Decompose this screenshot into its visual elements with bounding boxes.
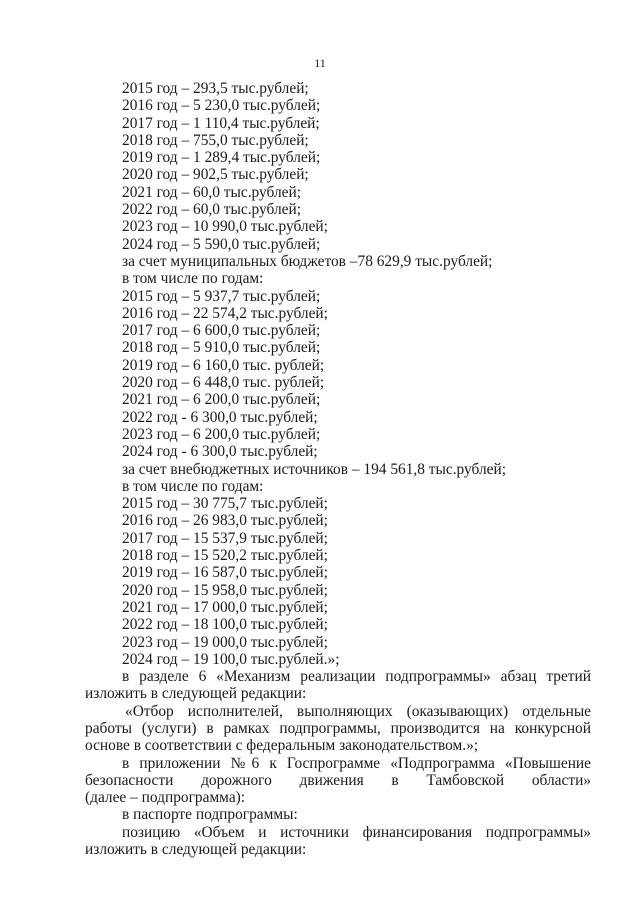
funding-line: 2015 год – 30 775,7 тыс.рублей;: [122, 495, 328, 513]
funding-line: 2020 год – 15 958,0 тыс.рублей;: [122, 581, 328, 599]
funding-line: 2020 год – 902,5 тыс.рублей;: [122, 166, 309, 184]
funding-line: в том числе по годам:: [122, 270, 264, 288]
funding-line: 2022 год - 6 300,0 тыс.рублей;: [122, 408, 318, 426]
document-body: [85, 80, 591, 858]
funding-line: в том числе по годам:: [122, 477, 264, 495]
funding-line: 2018 год – 5 910,0 тыс.рублей;: [122, 339, 321, 357]
funding-line: 2019 год – 16 587,0 тыс.рублей;: [122, 564, 328, 582]
funding-lines: [85, 80, 591, 668]
section6-paragraph-line2: изложить в следующей редакции:: [85, 685, 307, 703]
position-paragraph-line2: изложить в следующей редакции:: [85, 841, 307, 859]
funding-line: 2016 год – 5 230,0 тыс.рублей;: [122, 97, 321, 115]
appendix-paragraph-line2: безопасности дорожного движения в Тамбовской области»: [85, 771, 591, 789]
funding-line: 2016 год – 22 574,2 тыс.рублей;: [122, 304, 328, 322]
funding-line: 2023 год – 19 000,0 тыс.рублей;: [122, 633, 328, 651]
funding-line: 2022 год – 60,0 тыс.рублей;: [122, 201, 302, 219]
funding-line: 2018 год – 15 520,2 тыс.рублей;: [122, 547, 328, 565]
funding-line: 2022 год – 18 100,0 тыс.рублей;: [122, 616, 328, 634]
funding-line: 2024 год - 6 300,0 тыс.рублей;: [122, 443, 318, 461]
funding-line: 2015 год – 5 937,7 тыс.рублей;: [122, 287, 321, 305]
funding-line: 2024 год – 5 590,0 тыс.рублей;: [122, 235, 321, 253]
funding-line: 2020 год – 6 448,0 тыс. рублей;: [122, 374, 325, 392]
quote-line1: «Отбор исполнителей, выполняющих (оказывающих) отдельные: [125, 702, 591, 720]
funding-line: 2015 год – 293,5 тыс.рублей;: [122, 80, 309, 97]
funding-line: 2024 год – 19 100,0 тыс.рублей.»;: [122, 650, 340, 668]
funding-line: 2017 год – 15 537,9 тыс.рублей;: [122, 529, 328, 547]
funding-line: 2016 год – 26 983,0 тыс.рублей;: [122, 512, 328, 530]
funding-line: 2021 год – 17 000,0 тыс.рублей;: [122, 598, 328, 616]
funding-line: 2021 год – 6 200,0 тыс.рублей;: [122, 391, 321, 409]
quote-line2: работы (услуги) в рамках подпрограммы, производится на конкурсной: [85, 719, 591, 737]
passport-line: в паспорте подпрограммы:: [122, 806, 298, 824]
quote-line3: основе в соответствии с федеральным законодательством.»;: [85, 737, 479, 755]
funding-line: 2018 год – 755,0 тыс.рублей;: [122, 131, 309, 149]
funding-line: 2023 год – 6 200,0 тыс.рублей;: [122, 425, 321, 443]
appendix-paragraph-line1: в приложении №6 к Госпрограмме «Подпрограмма «Повышение: [122, 754, 591, 772]
funding-line: 2021 год – 60,0 тыс.рублей;: [122, 183, 302, 201]
funding-line: 2019 год – 1 289,4 тыс.рублей;: [122, 149, 321, 167]
funding-line: 2017 год – 6 600,0 тыс.рублей;: [122, 322, 321, 340]
funding-line: за счет внебюджетных источников – 194 561,8 тыс.рублей;: [122, 460, 507, 478]
funding-line: за счет муниципальных бюджетов –78 629,9 тыс.рублей;: [122, 252, 493, 270]
funding-line: 2017 год – 1 110,4 тыс.рублей;: [122, 114, 320, 132]
page-number: 11: [314, 56, 326, 70]
funding-line: 2023 год – 10 990,0 тыс.рублей;: [122, 218, 328, 236]
appendix-paragraph-line3: (далее – подпрограмма):: [85, 789, 246, 807]
funding-line: 2019 год – 6 160,0 тыс. рублей;: [122, 356, 325, 374]
position-paragraph-line1: позицию «Объем и источники финансирования подпрограммы»: [122, 823, 591, 841]
section6-paragraph-line1: в разделе 6 «Механизм реализации подпрограммы» абзац третий: [122, 668, 591, 686]
